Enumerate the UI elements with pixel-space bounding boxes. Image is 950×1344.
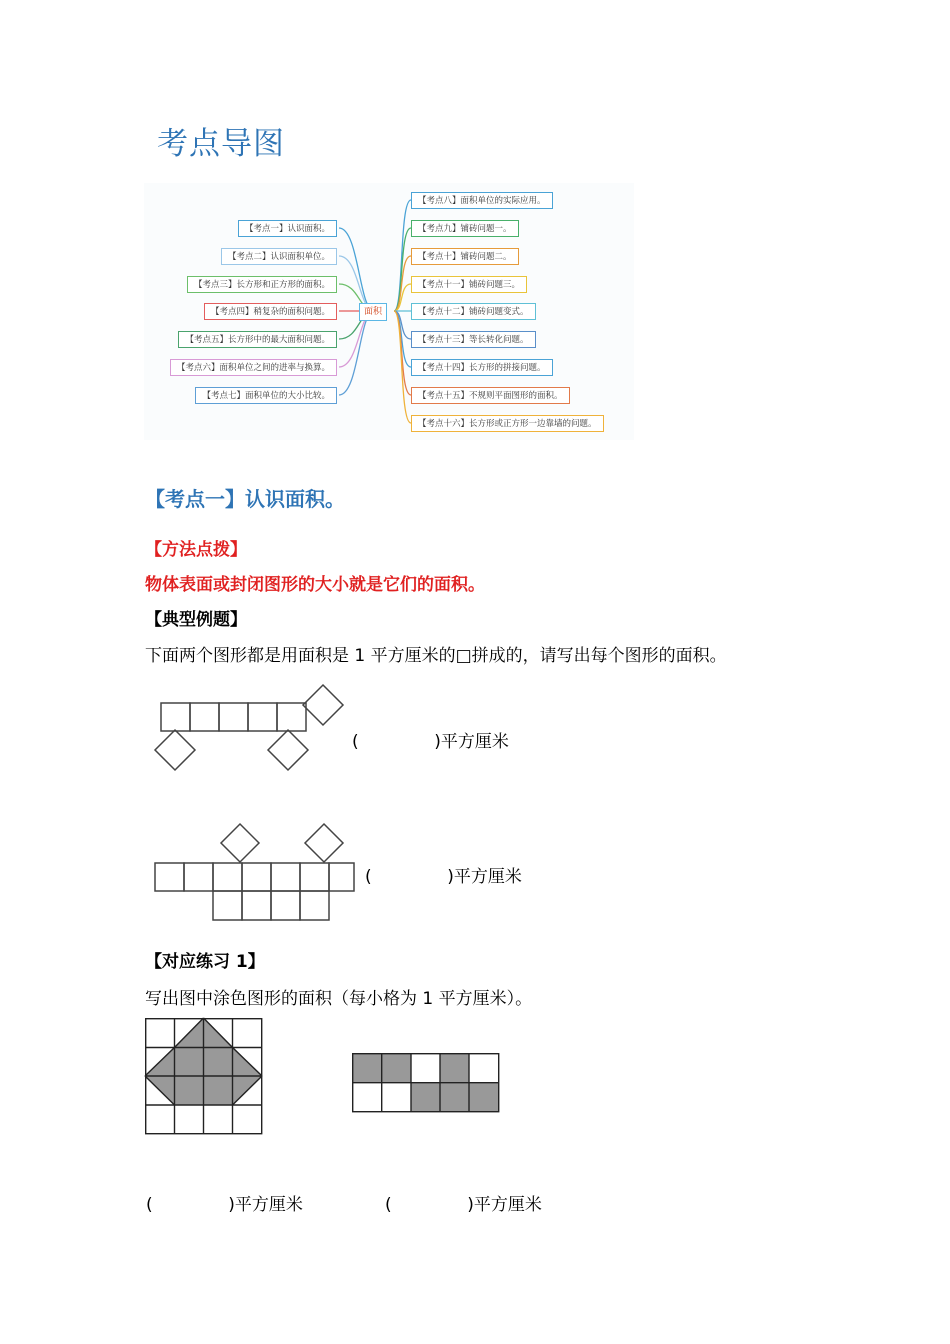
mindmap-item-6: 【考点六】面积单位之间的进率与换算。 xyxy=(170,359,337,376)
practice-figure-1 xyxy=(145,1018,263,1135)
mindmap-item-2: 【考点二】认识面积单位。 xyxy=(221,248,337,265)
method-text: 物体表面或封闭图形的大小就是它们的面积。 xyxy=(145,575,485,595)
mindmap-center: 面积 xyxy=(359,303,387,321)
example-label: 【典型例题】 xyxy=(145,610,247,630)
mindmap-item-12: 【考点十二】铺砖问题变式。 xyxy=(411,303,536,320)
answer-blank-1[interactable]: ( )平方厘米 xyxy=(352,732,509,752)
mindmap-item-11: 【考点十一】铺砖问题三。 xyxy=(411,276,527,293)
example-figure-1 xyxy=(150,680,350,775)
mindmap-item-9: 【考点九】铺砖问题一。 xyxy=(411,220,519,237)
mindmap-item-3: 【考点三】长方形和正方形的面积。 xyxy=(187,276,337,293)
answer-blank-3[interactable]: ( )平方厘米 xyxy=(146,1195,303,1215)
mindmap-item-1: 【考点一】认识面积。 xyxy=(238,220,337,237)
page-title: 考点导图 xyxy=(157,126,285,162)
answer-blank-4[interactable]: ( )平方厘米 xyxy=(385,1195,542,1215)
mindmap-item-4: 【考点四】稍复杂的面积问题。 xyxy=(204,303,337,320)
mindmap-item-7: 【考点七】面积单位的大小比较。 xyxy=(195,387,337,404)
mindmap-item-16: 【考点十六】长方形或正方形一边靠墙的问题。 xyxy=(411,415,604,432)
mindmap-item-5: 【考点五】长方形中的最大面积问题。 xyxy=(178,331,337,348)
mindmap-item-13: 【考点十三】等长转化问题。 xyxy=(411,331,536,348)
practice-figure-2 xyxy=(352,1053,500,1113)
answer-blank-2[interactable]: ( )平方厘米 xyxy=(365,867,522,887)
section-heading: 【考点一】认识面积。 xyxy=(145,487,345,511)
practice-label: 【对应练习 1】 xyxy=(145,952,265,972)
method-label: 【方法点拨】 xyxy=(145,540,247,560)
mindmap-item-8: 【考点八】面积单位的实际应用。 xyxy=(411,192,553,209)
mindmap-item-15: 【考点十五】不规则平面图形的面积。 xyxy=(411,387,570,404)
mindmap-item-10: 【考点十】铺砖问题二。 xyxy=(411,248,519,265)
practice-question: 写出图中涂色图形的面积（每小格为 1 平方厘米）。 xyxy=(145,989,533,1009)
mindmap-item-14: 【考点十四】长方形的拼接问题。 xyxy=(411,359,553,376)
example-question: 下面两个图形都是用面积是 1 平方厘米的□拼成的，请写出每个图形的面积。 xyxy=(145,646,727,666)
mindmap xyxy=(144,183,634,440)
example-figure-2 xyxy=(150,820,360,925)
